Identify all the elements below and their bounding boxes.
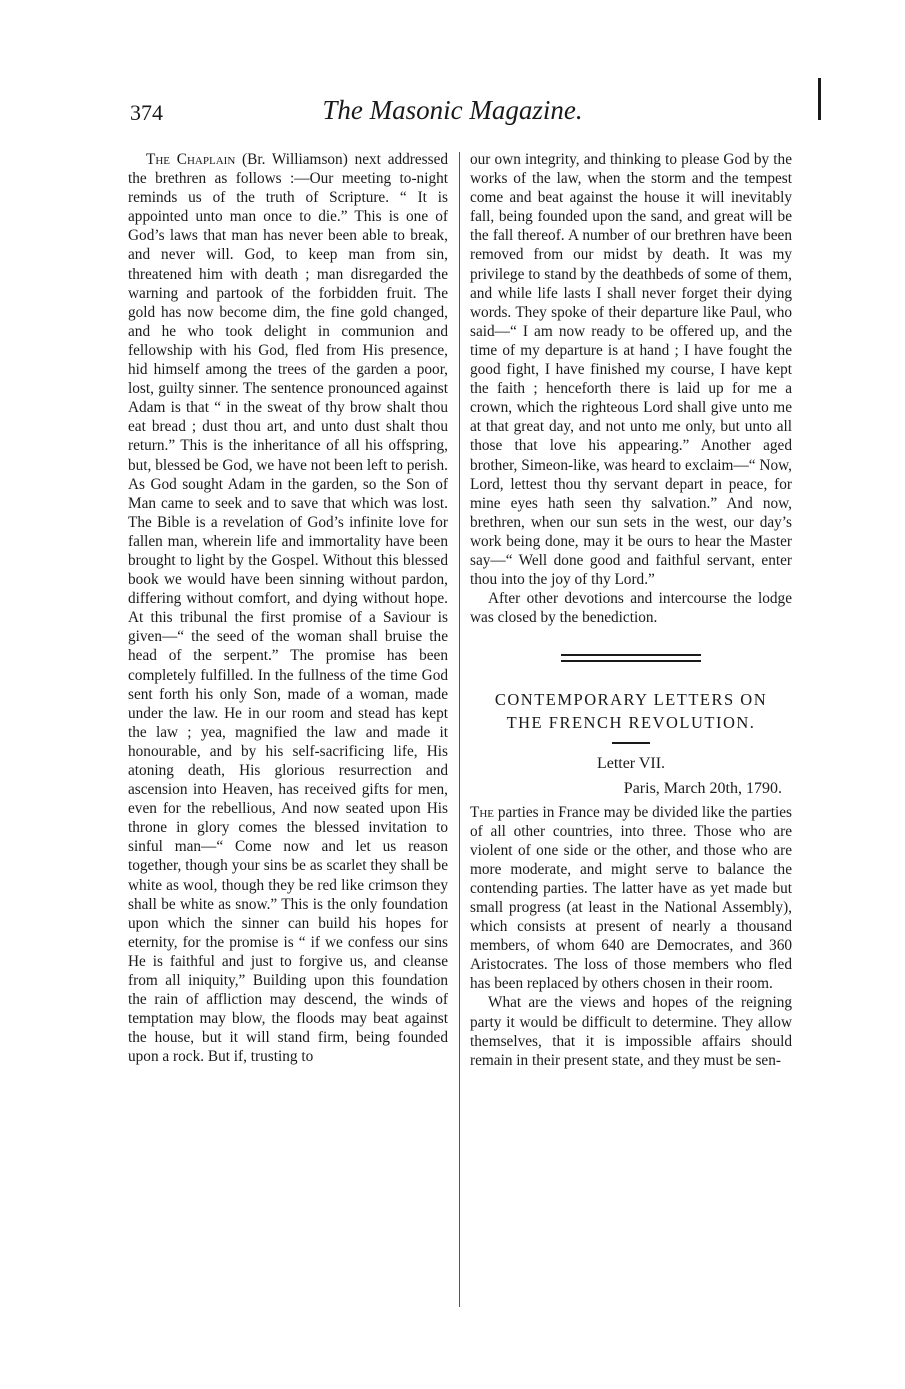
column-divider <box>459 152 460 1307</box>
letter-number: Letter VII. <box>596 755 666 773</box>
closing-paragraph: After other devotions and intercourse the lodge was closed by the benediction. <box>470 590 792 627</box>
section-title <box>470 688 792 734</box>
speaker-name: The Chaplain <box>146 151 236 168</box>
section-separator <box>561 654 701 662</box>
letter-paragraph-1 <box>470 803 792 994</box>
paragraph-text: (Br. Williamson) next addressed the brethren as follows :—Our meeting to-night reminds us of the truth of Scripture. “ It is appointed unto man once to die.” This is one of God’s laws that man has never been able to break, and never will. God, to keep man from sin, threatened him with death ; man disregarded the warning and partook of the forbidden fruit. The gold has now become dim, the fine gold changed, and he who took delight in communion and fellowship with his God, fled from His presence, hid himself among the trees of the garden a poor, lost, guilty sinner. The sentence pronounced against Adam is that “ in the sweat of thy brow shalt thou eat bread ; dust thou art, and unto dust shalt thou return.” This is the inheritance of all his offspring, but, blessed be God, we have not been left to perish. As God sought Adam in the garden, so the Son of Man came to seek and to save that which was lost. The Bible is a revelation of God’s infinite love for fallen man, wherein life and immortality have been brought to light by the Gospel. Without this blessed book we would have been sinning without pardon, differing without comfort, and dying without hope. At this tribunal the first promise of a Saviour is given—“ the seed of the woman shall bruise the head of the serpent.” The promise has been completely fulfilled. In the fullness of the time God sent forth his only Son, made of a woman, made under the law. He in our room and stead has kept the law ; yea, magnified the law and made it honourable, and by his self-sacrificing life, His atoning death, His glorious resurrection and ascension into Heaven, has received gifts for men, even for the rebellious, And now seated upon His throne in glory comes the blessed invitation to sinful man—“ Come now and let us reason together, though your sins be as scarlet they shall be white as wool, though they be red like crimson they shall be white as snow.” This is the only foundation upon which the sinner can build his hopes for eternity, for the promise is “ if we confess our sins He is faithful and just to forgive us, and cleanse from all iniquity,” Building upon this foundation the rain of affliction may descend, the winds of temptation may blow, the floods may beat against the house, but it will stand firm, being founded upon a rock. But if, trusting to <box>128 151 449 1066</box>
magazine-title: The Masonic Magazine. <box>322 95 583 125</box>
margin-mark <box>818 78 821 120</box>
page-number: 374 <box>130 100 163 125</box>
section-title-line-1: CONTEMPORARY LETTERS ON <box>494 690 768 710</box>
page-header <box>0 0 905 140</box>
title-rule <box>612 742 650 744</box>
opening-word: The <box>470 803 495 821</box>
paragraph-text: parties in France may be divided like the parties of all other countries, into three. Those who are violent of one side or the other, and those who are more moderate, and might serve to balance the contending parties. The latter have as yet made but small progress (at least in the National Assembly), which consists at present of nearly a thousand members, of whom 640 are Democrates, and 360 Aristocrates. The loss of those members who fled has been replaced by others chosen in their room. <box>470 803 792 993</box>
address-continuation-paragraph: our own integrity, and thinking to please God by the works of the law, when the storm and the tempest come and beat against the house it will inevitably fall, being founded upon the sand, and great will be the fall thereof. A number of our brethren have been removed from our midst by death. It was my privilege to stand by the deathbeds of some of them, and while life lasts I shall never forget their dying words. They spoke of their departure like Paul, who said—“ I am now ready to be offered up, and the time of my departure is at hand ; I have fought the good fight, I have finished my course, I have kept the faith ; henceforth there is laid up for me a crown, which the righteous Lord shall give unto me at that great day, and not unto me only, but unto all those that love his appearing.” Another aged brother, Simeon-like, was heard to exclaim—“ Now, Lord, lettest thou thy servant depart in peace, for mine eyes hath seen thy salvation.” And now, brethren, when our sun sets in the west, our day’s work being done, may it be ours to hear the Master say—“ Well done good and faithful servant, enter thou into the joy of thy Lord.” <box>470 151 792 589</box>
section-title-line-2: THE FRENCH REVOLUTION. <box>506 713 756 733</box>
left-column <box>128 150 448 1067</box>
right-column <box>470 150 792 1070</box>
chaplain-address-paragraph <box>128 150 448 1067</box>
letter-paragraph-2: What are the views and hopes of the reigning party it would be difficult to determine. They allow themselves, that it is impossible affairs should remain in their present state, and they must be sen- <box>470 994 792 1069</box>
letter-dateline: Paris, March 20th, 1790. <box>623 780 782 798</box>
